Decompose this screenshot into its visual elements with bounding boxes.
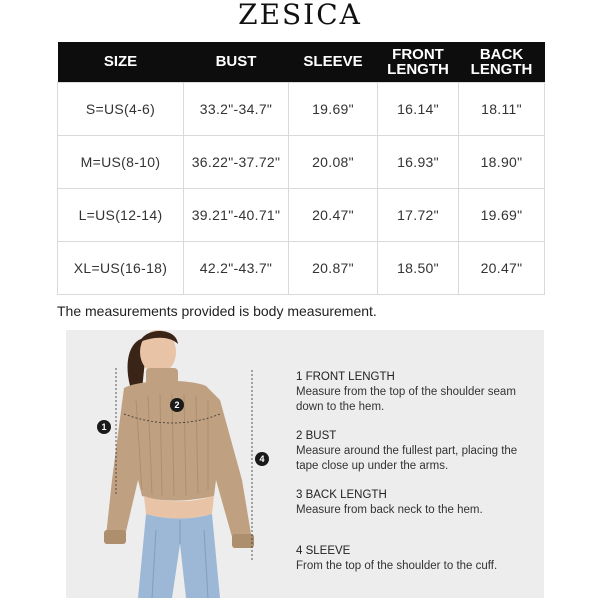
header-back-length: BACK LENGTH: [459, 42, 545, 82]
guide-text: Measure from back neck to the hem.: [296, 504, 483, 516]
guide-item-front-length: [296, 370, 536, 415]
table-cell: 17.72": [378, 188, 459, 241]
measurement-guide-panel: [66, 330, 544, 598]
marker-sleeve: 4: [255, 452, 269, 466]
guide-heading: 2 BUST: [296, 430, 337, 442]
table-cell: 16.93": [378, 135, 459, 188]
table-cell: 18.50": [378, 241, 459, 294]
table-cell: XL=US(16-18): [58, 241, 184, 294]
table-cell: 33.2"-34.7": [184, 82, 289, 135]
table-cell: 36.22"-37.72": [184, 135, 289, 188]
table-cell: 20.08": [289, 135, 378, 188]
guide-text: Measure from the top of the shoulder seam down to the hem.: [296, 386, 516, 413]
measurement-instructions: [296, 370, 536, 588]
table-row: [58, 82, 545, 135]
table-row: [58, 135, 545, 188]
table-cell: 39.21"-40.71": [184, 188, 289, 241]
header-bust: BUST: [184, 42, 289, 82]
guide-item-back-length: [296, 488, 536, 518]
table-cell: 16.14": [378, 82, 459, 135]
guide-text: Measure around the fullest part, placing the tape close up under the arms.: [296, 445, 518, 472]
table-cell: 20.47": [289, 188, 378, 241]
marker-bust: 2: [170, 398, 184, 412]
guide-text: From the top of the shoulder to the cuff.: [296, 560, 498, 572]
table-cell: 20.47": [459, 241, 545, 294]
size-chart-table: [57, 42, 545, 295]
guide-heading: 4 SLEEVE: [296, 545, 351, 557]
table-cell: M=US(8-10): [58, 135, 184, 188]
model-illustration: [66, 330, 296, 598]
table-cell: 19.69": [289, 82, 378, 135]
table-cell: 42.2"-43.7": [184, 241, 289, 294]
header-front-length: FRONT LENGTH: [378, 42, 459, 82]
table-cell: L=US(12-14): [58, 188, 184, 241]
table-row: [58, 188, 545, 241]
guide-heading: 3 BACK LENGTH: [296, 489, 387, 501]
marker-front-length: 1: [97, 420, 111, 434]
table-header-row: [58, 42, 545, 82]
guide-item-sleeve: [296, 544, 536, 574]
guide-heading: 1 FRONT LENGTH: [296, 371, 395, 383]
measurement-note: The measurements provided is body measurement.: [57, 303, 377, 319]
table-row: [58, 241, 545, 294]
brand-logo: ZESICA: [238, 0, 362, 31]
header-size: SIZE: [58, 42, 184, 82]
table-cell: 20.87": [289, 241, 378, 294]
table-cell: 18.90": [459, 135, 545, 188]
table-cell: S=US(4-6): [58, 82, 184, 135]
guide-item-bust: [296, 429, 536, 474]
table-cell: 19.69": [459, 188, 545, 241]
header-sleeve: SLEEVE: [289, 42, 378, 82]
table-cell: 18.11": [459, 82, 545, 135]
